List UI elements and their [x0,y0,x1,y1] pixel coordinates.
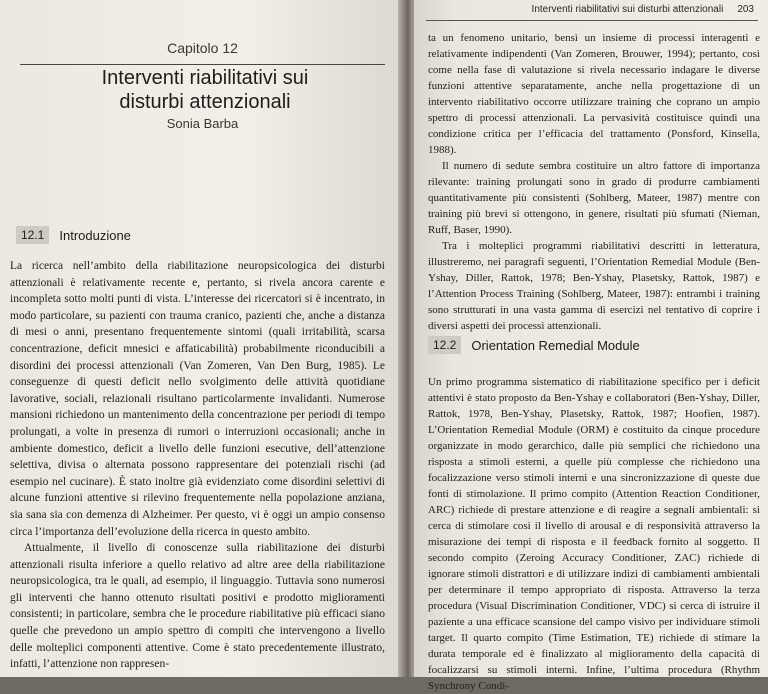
running-head-rule [426,20,758,21]
chapter-title [40,66,370,114]
section-title: Orientation Remedial Module [471,337,640,353]
chapter-title-line-2: disturbi attenzionali [119,91,291,113]
left-paragraph-2: Attualmente, il livello di conoscenze sulla riabilitazione dei disturbi attenzionali risulta inferiore a quello relativo ad altre aree della riabilitazione neuropsicologica, tra le quali, ad esempio, il linguaggio. Tuttavia sono numerosi gli interventi che hanno ottenuto risultati positivi e prodotto miglioramenti consistenti; in particolare, sembra che le procedure riabilitative più efficaci siano quelle che prevedono un ampio spettro di compiti che intervengono a livello delle molteplici componenti attentive. Come è stato precedentemente illustrato, infatti, l’attenzione non rappresen- [10,542,385,671]
page-number: 203 [737,4,754,15]
right-paragraph-1: ta un fenomeno unitario, bensì un insieme di processi interagenti e relativamente indipendenti (Van Zomeren, Brouwer, 1994); pertanto, così come nella fase di valutazione si rivela necessario indagare le diverse funzioni attentive separatamente, anche nella progettazione di un intervento riabilitativo occorre utilizzare training che coprano un ampio spettro di processi attenzionali. La pervasività costituisce quindi una condizione critica per l’efficacia del trattamento (Ponsford, Kinsella, 1988). [428,32,760,156]
author-name: Sonia Barba [166,116,239,131]
right-paragraph-2: Il numero di sedute sembra costituire un altro fattore di importanza rilevante: training prolungati sono in grado di produrre cambiamenti quantitativamente più consistenti (Sohlberg, Mateer, 1987) mentre con training più brevi si ottengono, in genere, risultati più sfumati (Nieman, Ruff, Baser, 1990). [428,160,760,236]
right-body-text-top [428,30,760,334]
right-paragraph-3: Tra i molteplici programmi riabilitativi descritti in letteratura, illustreremo, nei paragrafi seguenti, l’Orientation Remedial Module (Ben-Yshay, Diller, Rattok, 1978; Ben-Yshay, Plasetsky, Rattok, 1987) e l’Attention Process Training (Sohlberg, Mateer, 1987): entrambi i training sono strutturati in una vasta gamma di esercizi nel tentativo di coprire i diversi aspetti dei processi attenzionali. [428,240,760,332]
chapter-title-rule [20,64,385,65]
chapter-label: Capitolo 12 [167,40,238,56]
chapter-title-line-1: Interventi riabilitativi sui [101,67,309,89]
left-body-text [10,258,385,673]
running-head [414,4,754,15]
left-paragraph-1: La ricerca nell’ambito della riabilitazione neuropsicologica dei disturbi attenzionali è relativamente recente e, pertanto, si rivela ancora carente e incompleta sotto molti punti di vista. L’interesse dei ricercatori si è incentrato, in modo particolare, su pazienti con trauma cranico, pazienti che, anche a distanza di mesi o anni, presentano frequentemente sintomi (quali irritabilità, scarsa concentrazione, deficit mnesici e affaticabilità) probabilmente riconducibili a disordini dei processi attenzionali (Van Zomeren, Van Den Burg, 1985). Le conseguenze di questi deficit nello svolgimento delle attività quotidiane lavorative, sociali, relazionali risultano particolarmente invalidanti. Numerose mansioni richiedono un mantenimento della concentrazione per periodi di tempo prolungati, a volte in presenza di rumori o interruzioni occasionali; anche in ambiente domestico, deficit a livello delle funzioni esecutive, dell’attenzione selettiva, divisa o alternata possono rappresentare dei potenziali rischi (ad esempio nel cucinare). È stato inoltre già evidenziato come disordini selettivi di alcune funzioni attentive si rilevino frequentemente nella popolazione anziana, sia sana sia con demenza di Alzheimer. Per questo, vi è oggi un ampio consenso circa l’importanza dell’evoluzione della ricerca in questo ambito. [10,260,385,538]
right-body-text-bottom [428,374,760,694]
right-page [414,0,768,692]
right-paragraph-4: Un primo programma sistematico di riabilitazione specifico per i deficit attentivi è stato proposto da Ben-Yshay e collaboratori (Ben-Yshay, Diller, Rattok, 1978, Ben-Yshay, Plasetsky, Rattok, 1987; Hoofien, 1987). L’Orientation Remedial Module (ORM) è costituito da cinque procedure organizzate in modo gerarchico, dalle più semplici che richiedono una risposta a stimoli esterni, a quelle più complesse che richiedono una focalizzazione verso stimoli interni e una sincronizzazione di queste due fonti di stimolazione. Il primo compito (Attention Reaction Conditioner, ARC) richiede di prestare attenzione e di reagire a segnali ambientali: si cerca di stimolare così il livello di arousal e di responsività attraverso la misurazione dei tempi di risposta e il feedback fornito al soggetto. Il secondo compito (Zeroing Accuracy Conditioner, ZAC) richiede di ignorare stimoli distrattori e di utilizzare indizi di cambiamenti ambientali per determinare il tempo appropriato di risposta. Attraverso la terza procedura (Visual Discrimination Conditioner, VDC) si cerca di istruire il paziente a una efficace scansione del campo visivo per individuare stimoli target. Il quarto compito (Time Estimation, TE) richiede di stimare la durata temporale ed è finalizzato al miglioramento della capacità di focalizzarsi su stimoli interni. Infine, l’ultima procedura (Rhythm Synchrony Condi- [428,376,760,692]
section-number: 12.1 [16,226,49,244]
section-title: Introduzione [59,227,131,243]
running-title: Interventi riabilitativi sui disturbi attenzionali [531,4,724,15]
section-number: 12.2 [428,336,461,354]
section-heading-introduzione [16,226,131,244]
section-heading-orm [428,336,640,354]
